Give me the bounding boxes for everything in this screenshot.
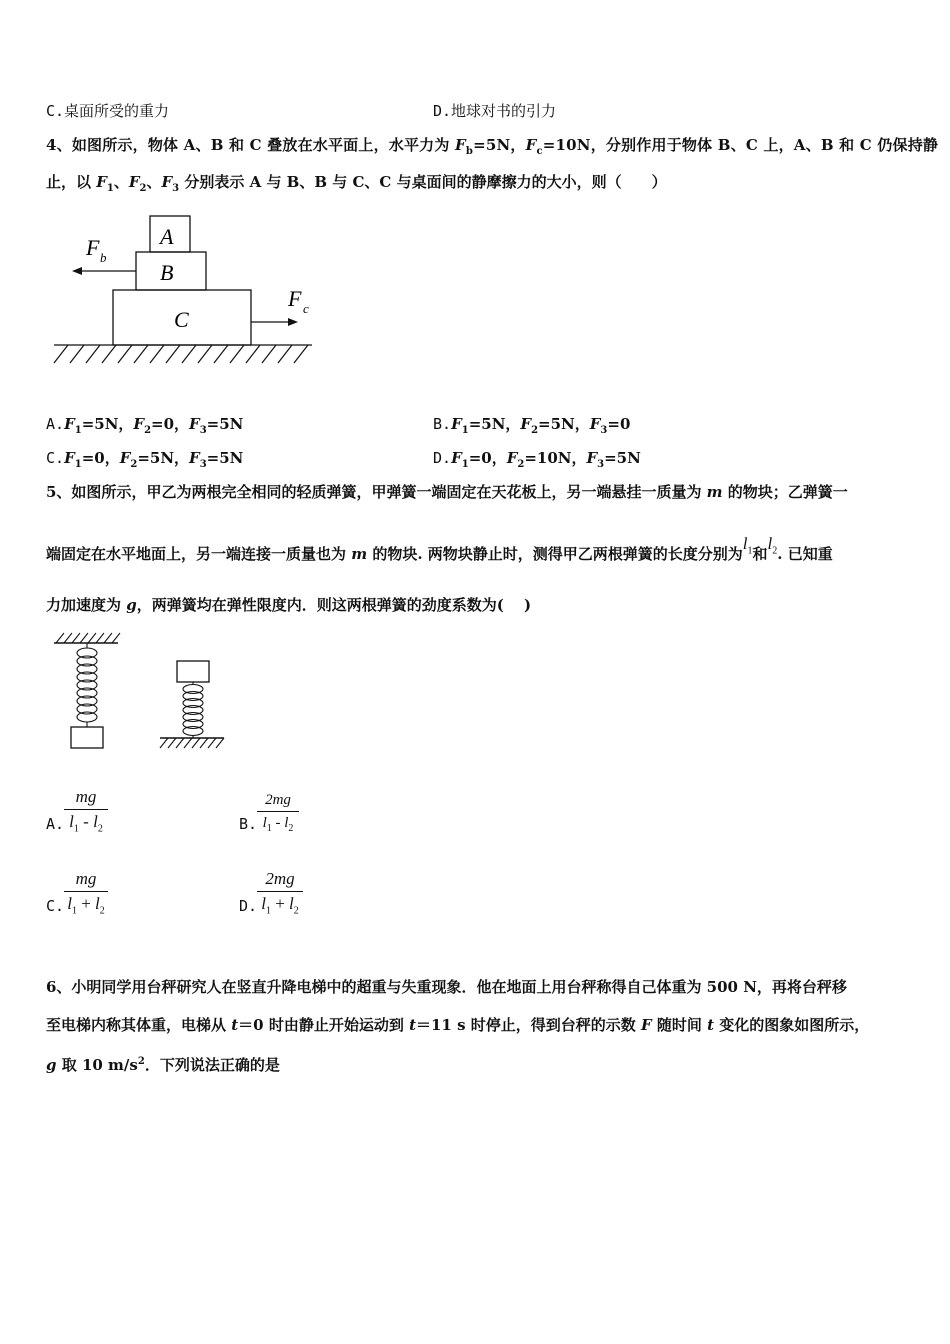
q5-option-d-label: D. [239, 897, 258, 915]
label-b: B [160, 260, 174, 285]
q4-stem-line2: 止，以 $F_1$、$F_2$、$F_3$ 分别表示 A 与 B、B 与 C、C 与桌面间的静摩擦力的大小，则（ ） [46, 173, 667, 194]
q6-stem-line2: 至电梯内称其体重，电梯从 t＝0 时由静止开始运动到 t＝11 s 时停止，得到台秤的示数 F 随时间 t 变化的图象如图所示， [46, 1016, 870, 1034]
q6-stem-line3: g 取 10 $m/s^2$．下列说法正确的是 [46, 1056, 280, 1074]
hanging-block [71, 727, 103, 748]
q5-option-a-fraction: mg $l_1 - l_2$ [64, 787, 108, 839]
q3-option-c: C.桌面所受的重力 [46, 102, 170, 120]
q5-option-b-label: B. [239, 815, 258, 833]
q4-option-b: $B.F_1=5N$，$F_2=5N$，$F_3=0$ [433, 415, 631, 436]
floor-hatching [160, 738, 224, 748]
ground-hatching [54, 345, 308, 363]
q4-option-c: $C.F_1=0$，$F_2=5N$，$F_3=5N$ [46, 449, 244, 470]
q5-stem-line3: 力加速度为 g，两弹簧均在弹性限度内．则这两根弹簧的劲度系数为( ) [46, 596, 532, 614]
q5-option-c-fraction: mg $l_1 + l_2$ [64, 869, 108, 921]
q4-stem-line1: 4、如图所示，物体 A、B 和 C 叠放在水平面上，水平力为 $F_b=5N$，$F_c=10N$，分别作用于物体 B、C 上，A、B 和 C 仍保持静 [46, 136, 939, 157]
q5-springs-diagram [50, 628, 230, 753]
label-fb-sub: b [100, 250, 107, 265]
label-a: A [160, 224, 174, 249]
standing-spring [183, 682, 203, 738]
q6-stem-line1: 6、小明同学用台秤研究人在竖直升降电梯中的超重与失重现象．他在地面上用台秤称得自己体重为 500 N，再将台秤移 [46, 978, 847, 996]
q3-option-d: D.地球对书的引力 [433, 102, 557, 120]
q4-blocks-diagram [50, 210, 320, 370]
q5-stem-line2: 端固定在水平地面上，另一端连接一质量也为 m 的物块. 两物块静止时，测得甲乙两根弹簧的长度分别为$l_1$和$l_2$. 已知重 [46, 534, 833, 563]
label-fc: F [288, 286, 302, 311]
q5-option-b-fraction: 2mg $l_1 - l_2$ [257, 791, 299, 838]
q5-stem-line1: 5、如图所示，甲乙为两根完全相同的轻质弹簧，甲弹簧一端固定在天花板上，另一端悬挂一质量为 m 的物块；乙弹簧一 [46, 483, 848, 501]
q5-option-a-label: A. [46, 815, 65, 833]
ceiling-hatching [56, 633, 120, 643]
force-fc-arrowhead [288, 318, 298, 326]
label-fb: F [86, 235, 100, 260]
q5-option-c-label: C. [46, 897, 65, 915]
q4-option-d: $D.F_1=0$，$F_2=10N$，$F_3=5N$ [433, 449, 641, 470]
force-fb-arrowhead [72, 267, 82, 275]
q4-option-a: $A.F_1=5N$，$F_2=0$，$F_3=5N$ [46, 415, 244, 436]
standing-block [177, 661, 209, 682]
q5-option-d-fraction: 2mg $l_1 + l_2$ [257, 869, 303, 921]
hanging-spring [77, 643, 97, 727]
label-fc-sub: c [303, 301, 309, 316]
label-c: C [174, 307, 189, 332]
